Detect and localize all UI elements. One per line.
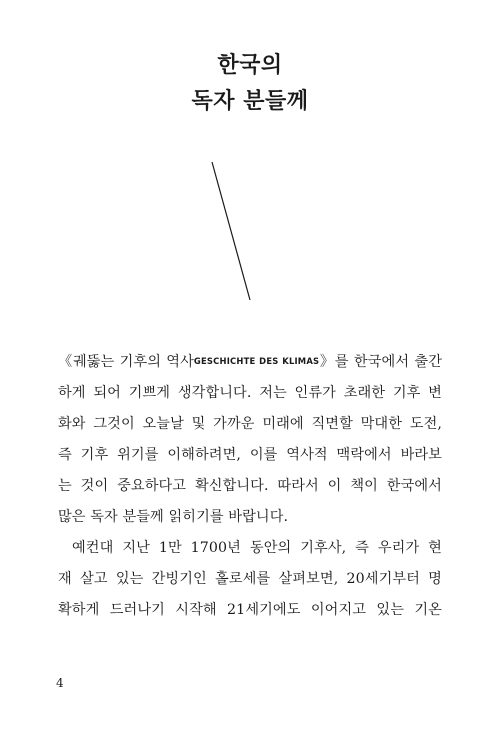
body-line-1 [58,346,442,378]
decorative-slash-line [210,160,254,304]
body-line-7: 예컨대 지난 1만 1700년 동안의 기후사, 즉 우리가 현 [72,540,442,556]
body-text [58,346,442,626]
body-line-5: 는 것이 중요하다고 확신합니다. 따라서 이 책이 한국에서 [58,478,442,494]
body-line-4: 즉 기후 위기를 이해하려면, 이를 역사적 맥락에서 바라보 [58,447,442,463]
page-title [0,48,500,120]
body-line-1-post: 》를 한국에서 출간 [319,354,442,370]
title-line-2: 독자 분들께 [191,89,309,114]
body-line-1-pre: 《궤뚫는 기후의 역사 [58,354,194,370]
body-line-3: 화와 그것이 오늘날 및 가까운 미래에 직면할 막대한 도전, [58,416,442,432]
body-line-8: 재 살고 있는 간빙기인 홀로세를 살펴보면, 20세기부터 명 [58,571,442,587]
page-number: 4 [56,676,64,690]
body-line-6: 많은 독자 분들께 읽히기를 바랍니다. [58,509,289,525]
body-line-9: 확하게 드러나기 시작해 21세기에도 이어지고 있는 기온 [58,602,442,618]
original-title-latin: GESCHICHTE DES KLIMAS [193,356,320,366]
title-line-1: 한국의 [217,53,283,78]
body-line-2: 하게 되어 기쁘게 생각합니다. 저는 인류가 초래한 기후 변 [58,385,442,401]
